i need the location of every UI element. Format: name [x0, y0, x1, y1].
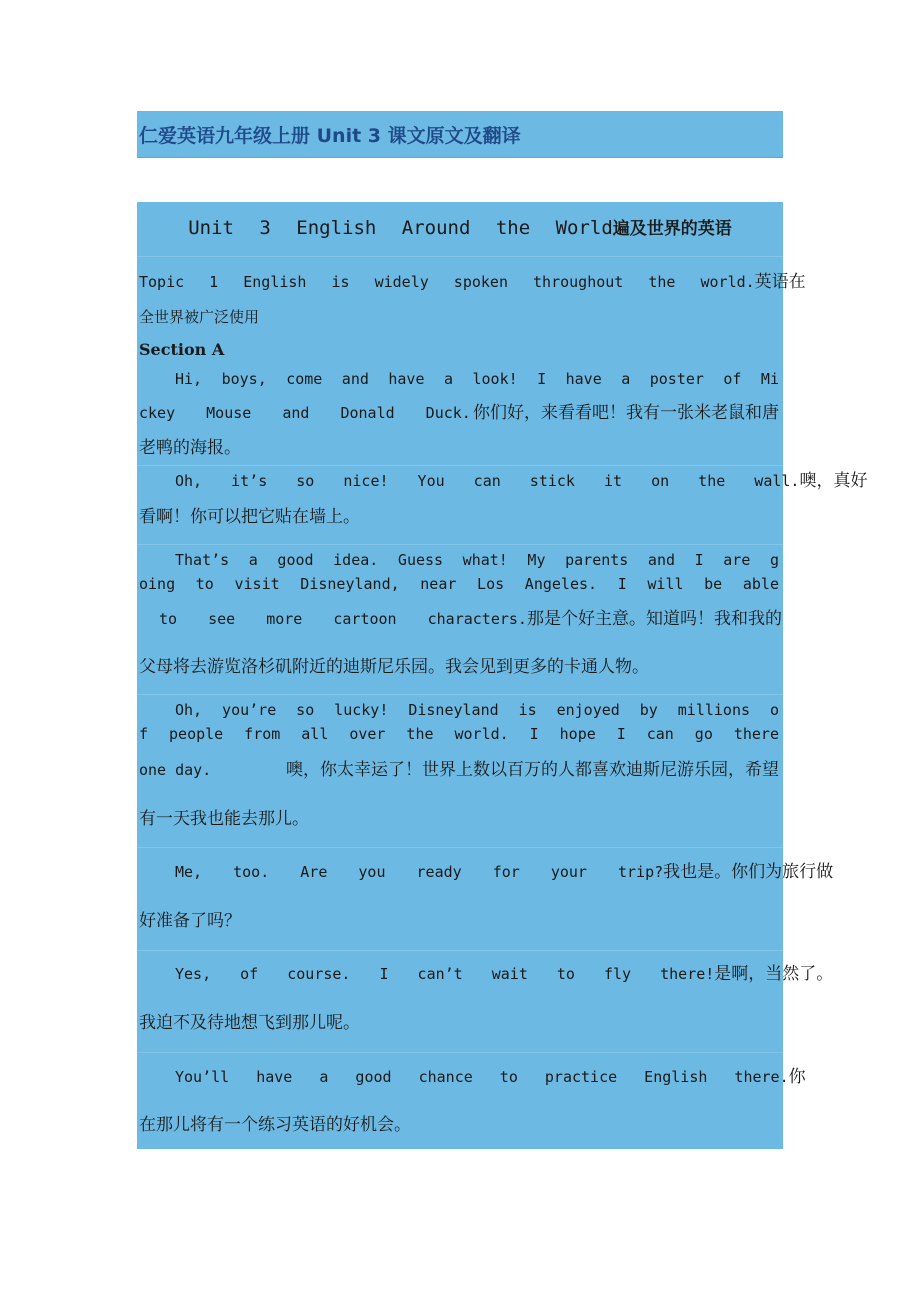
p1-zh-rest: 老鸭的海报。 — [139, 438, 241, 458]
p4-line1: Oh, you’re so lucky! Disneyland is enjoyed by millions o — [175, 701, 779, 719]
p6-line1-en: Yes, of course. I can’t wait to fly there! — [175, 965, 715, 983]
p7-line1 — [139, 1067, 806, 1087]
row-divider — [137, 465, 783, 466]
p3-line2: oing to visit Disneyland, near Los Angeles. I will be able — [139, 575, 779, 593]
p4-line2: f people from all over the world. I hope I can go there — [139, 725, 779, 743]
p2-zh-inline: 噢，真好 — [799, 471, 868, 491]
topic-en: Topic 1 English is widely spoken throughout the world. — [139, 273, 755, 291]
p6-line1 — [139, 964, 834, 984]
p7-zh-inline: 你 — [788, 1067, 806, 1087]
p1-line2-en: ckey Mouse and Donald Duck. — [139, 404, 471, 422]
p3-zh-inline: 那是个好主意。知道吗！我和我的 — [526, 609, 782, 629]
p4-zh-rest: 有一天我也能去那儿。 — [139, 809, 309, 829]
topic-line — [139, 272, 806, 292]
p5-zh-inline: 我也是。你们为旅行做 — [663, 862, 834, 882]
p1-line2 — [139, 403, 779, 423]
topic-zh-a: 英语在 — [754, 272, 806, 292]
p2-line1 — [139, 471, 868, 491]
unit-heading-en: Unit 3 English Around the World — [188, 217, 613, 239]
section-label: Section A — [139, 340, 225, 359]
p3-line3-en: to see more cartoon characters. — [159, 610, 527, 628]
row-divider — [137, 256, 783, 257]
lesson-content — [137, 202, 868, 1149]
p3-line3 — [139, 609, 782, 629]
p4-line3 — [139, 760, 779, 780]
unit-heading-zh: 遍及世界的英语 — [612, 219, 732, 239]
row-divider — [137, 950, 783, 951]
p3-line1: That’s a good idea. Guess what! My parents and I are g — [175, 551, 779, 569]
row-divider — [137, 544, 783, 545]
row-divider — [137, 1052, 783, 1053]
p2-line1-en: Oh, it’s so nice! You can stick it on the wall. — [175, 472, 800, 490]
topic-zh-b: 全世界被广泛使用 — [139, 308, 260, 326]
p6-zh-inline: 是啊，当然了。 — [714, 964, 834, 984]
unit-heading — [137, 214, 783, 239]
row-divider — [137, 694, 783, 695]
p4-zh-inline: 噢，你太幸运了！世界上数以百万的人都喜欢迪斯尼游乐园，希望 — [286, 760, 779, 780]
document-title: 仁爱英语九年级上册 Unit 3 课文原文及翻译 — [139, 124, 521, 147]
p7-zh-rest: 在那儿将有一个练习英语的好机会。 — [139, 1115, 411, 1135]
p1-zh-inline: 你们好，来看看吧！我有一张米老鼠和唐 — [473, 403, 779, 423]
p4-line3-en: one day. — [139, 761, 212, 779]
p5-zh-rest: 好准备了吗？ — [139, 911, 241, 931]
p1-line1: Hi, boys, come and have a look! I have a poster of Mi — [175, 370, 779, 388]
p5-line1-en: Me, too. Are you ready for your trip? — [175, 863, 664, 881]
p5-line1 — [139, 862, 834, 882]
p6-zh-rest: 我迫不及待地想飞到那儿呢。 — [139, 1013, 360, 1033]
p7-line1-en: You’ll have a good chance to practice English there. — [175, 1068, 789, 1086]
p2-zh-rest: 看啊！你可以把它贴在墙上。 — [139, 507, 360, 527]
row-divider — [137, 847, 783, 848]
document-title-bar — [137, 111, 783, 158]
p3-zh-rest: 父母将去游览洛杉矶附近的迪斯尼乐园。我会见到更多的卡通人物。 — [139, 657, 649, 677]
